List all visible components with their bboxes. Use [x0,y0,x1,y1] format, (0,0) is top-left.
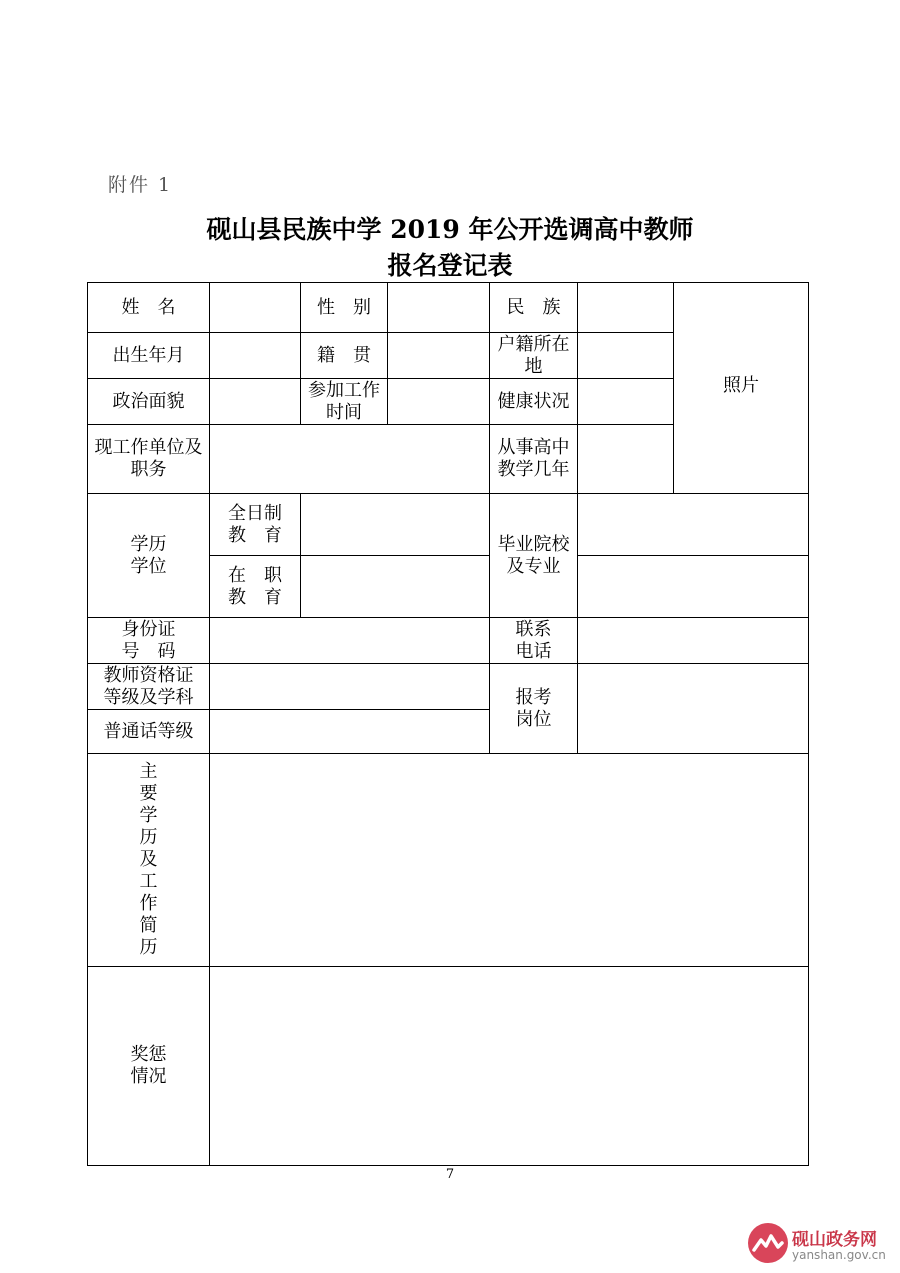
form-title: 砚山县民族中学 2019 年公开选调高中教师 [206,215,694,244]
id-number-field[interactable] [210,618,490,664]
birth-field[interactable] [210,333,301,379]
birth-label: 出生年月 [88,333,210,379]
education-label: 学历 学位 [88,494,210,618]
on-job-school-field[interactable] [578,556,809,618]
household-field[interactable] [578,333,674,379]
resume-field[interactable] [210,754,809,967]
id-number-label: 身份证 号 码 [88,618,210,664]
health-field[interactable] [578,379,674,425]
name-field[interactable] [210,283,301,333]
site-watermark [748,1223,898,1269]
work-start-label: 参加工作时间 [301,379,388,425]
native-place-field[interactable] [388,333,490,379]
ethnicity-field[interactable] [578,283,674,333]
gender-field[interactable] [388,283,490,333]
political-field[interactable] [210,379,301,425]
full-time-label: 全日制 教 育 [210,494,301,556]
watermark-url: yanshan.gov.cn [792,1248,886,1262]
current-unit-field[interactable] [210,425,490,494]
attachment-label: 附件 1 [108,174,173,196]
position-label: 报考 岗位 [490,664,578,754]
resume-label: 主 要 学 历 及 工 作 简 历 [88,754,210,967]
health-label: 健康状况 [490,379,578,425]
political-label: 政治面貌 [88,379,210,425]
household-label: 户籍所在地 [490,333,578,379]
awards-field[interactable] [210,967,809,1166]
full-time-school-field[interactable] [578,494,809,556]
name-label: 姓 名 [88,283,210,333]
full-time-field[interactable] [301,494,490,556]
photo-box[interactable]: 照片 [674,283,809,494]
position-field[interactable] [578,664,809,754]
mandarin-field[interactable] [210,710,490,754]
native-place-label: 籍 贯 [301,333,388,379]
mandarin-label: 普通话等级 [88,710,210,754]
form-subtitle: 报名登记表 [387,251,513,280]
awards-label: 奖惩 情况 [88,967,210,1166]
on-job-field[interactable] [301,556,490,618]
page-number: 7 [445,1167,455,1182]
gender-label: 性 别 [301,283,388,333]
years-teaching-label: 从事高中教学几年 [490,425,578,494]
ethnicity-label: 民 族 [490,283,578,333]
work-start-field[interactable] [388,379,490,425]
phone-label: 联系 电话 [490,618,578,664]
watermark-name: 砚山政务网 [792,1230,877,1250]
current-unit-label: 现工作单位及职务 [88,425,210,494]
on-job-label: 在 职 教 育 [210,556,301,618]
years-teaching-field[interactable] [578,425,674,494]
graduate-school-label: 毕业院校及专业 [490,494,578,618]
mountain-logo-icon [748,1223,788,1263]
registration-form-table [87,282,809,1166]
teacher-cert-field[interactable] [210,664,490,710]
phone-field[interactable] [578,618,809,664]
teacher-cert-label: 教师资格证 等级及学科 [88,664,210,710]
